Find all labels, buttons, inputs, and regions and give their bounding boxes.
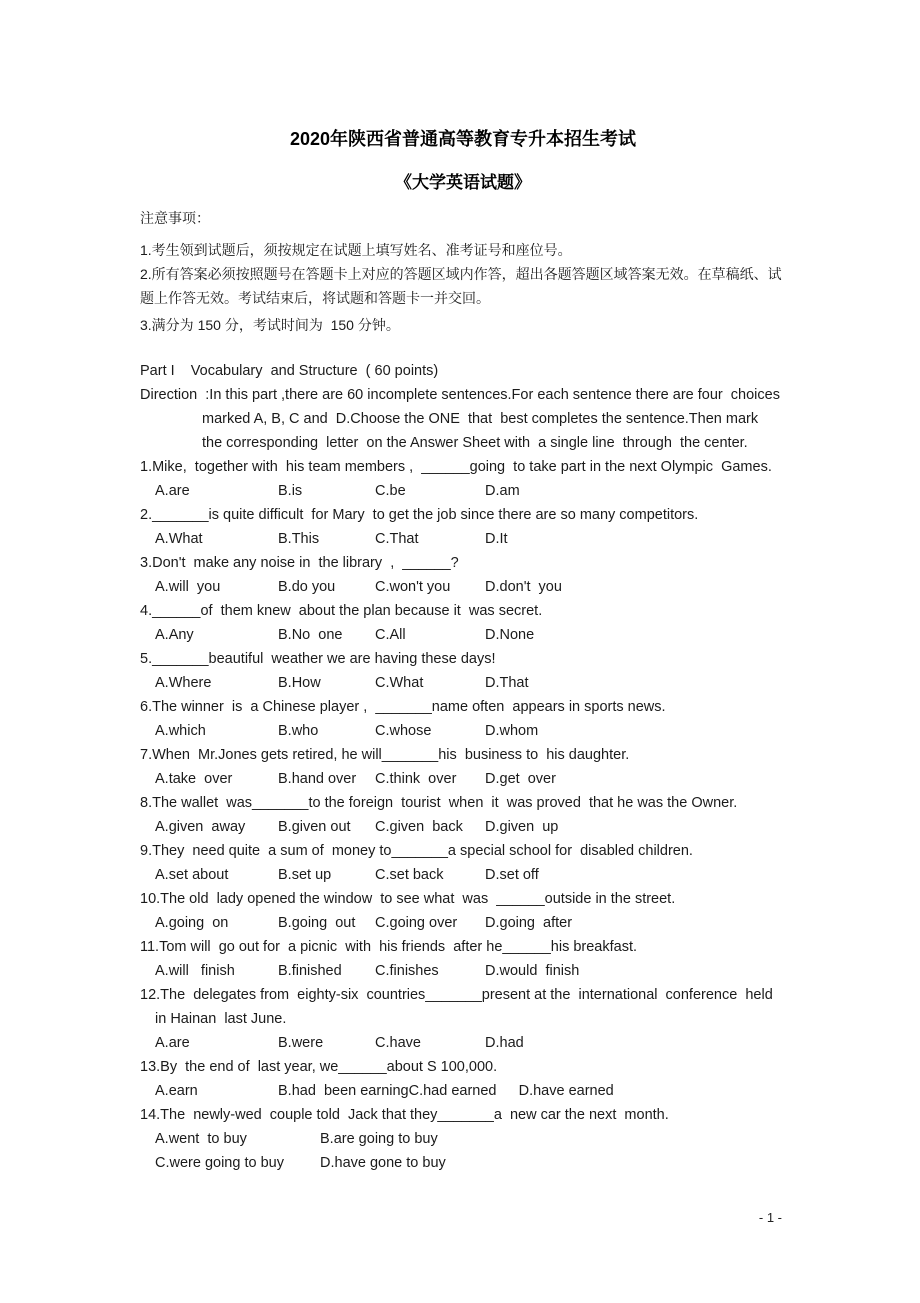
question-5 xyxy=(140,647,786,695)
question-7-option-b: B.hand over xyxy=(278,771,357,787)
question-5-text: 5._______beautiful weather we are having these days! xyxy=(140,651,496,667)
question-7-text: 7.When Mr.Jones gets retired, he will_______his business to his daughter. xyxy=(140,747,630,763)
question-7-option-c: C.think over xyxy=(375,771,457,787)
question-9 xyxy=(140,839,786,887)
question-6-options xyxy=(140,719,786,743)
question-1-option-b: B.is xyxy=(278,483,303,499)
question-4-option-c: C.All xyxy=(375,627,406,643)
question-2-option-d: D.It xyxy=(485,531,508,547)
question-8-options xyxy=(140,815,786,839)
question-7-options xyxy=(140,767,786,791)
question-6-option-c: C.whose xyxy=(375,723,432,739)
question-7-option-a: A.take over xyxy=(155,771,233,787)
notice-item-3: 3.满分为 150 分，考试时间为 150 分钟。 xyxy=(140,317,400,333)
question-13-option-d: D.have earned xyxy=(518,1083,614,1099)
question-9-option-c: C.set back xyxy=(375,867,444,883)
question-6 xyxy=(140,695,786,743)
page-number: - 1 - xyxy=(758,1210,782,1225)
question-8-text: 8.The wallet was_______to the foreign tourist when it was proved that he was the Owner. xyxy=(140,795,738,811)
question-6-option-b: B.who xyxy=(278,723,319,739)
question-4-option-d: D.None xyxy=(485,627,535,643)
question-5-options xyxy=(140,671,786,695)
question-5-option-a: A.Where xyxy=(155,675,212,691)
question-1-option-c: C.be xyxy=(375,483,406,499)
question-10 xyxy=(140,887,786,935)
question-2-option-b: B.This xyxy=(278,531,320,547)
question-14-options xyxy=(140,1127,786,1175)
question-9-option-a: A.set about xyxy=(155,867,229,883)
question-8-option-d: D.given up xyxy=(485,819,559,835)
question-2-text: 2._______is quite difficult for Mary to get the job since there are so many competitors. xyxy=(140,507,699,523)
question-4-text: 4.______of them knew about the plan because it was secret. xyxy=(140,603,543,619)
question-4-options xyxy=(140,623,786,647)
question-13 xyxy=(140,1055,786,1103)
question-12-options xyxy=(140,1031,786,1055)
question-5-option-c: C.What xyxy=(375,675,424,691)
question-list xyxy=(140,455,786,1175)
question-6-text: 6.The winner is a Chinese player , _______name often appears in sports news. xyxy=(140,699,666,715)
question-1-options xyxy=(140,479,786,503)
question-12-text: 12.The delegates from eighty-six countries_______present at the international conference held in Hainan last June. xyxy=(140,987,777,1027)
question-10-text: 10.The old lady opened the window to see what was ______outside in the street. xyxy=(140,891,676,907)
question-3-option-c: C.won't you xyxy=(375,579,451,595)
question-10-options xyxy=(140,911,786,935)
question-14-option-a: A.went to buy xyxy=(155,1131,247,1147)
question-10-option-b: B.going out xyxy=(278,915,356,931)
question-3-option-d: D.don't you xyxy=(485,579,562,595)
question-11-option-c: C.finishes xyxy=(375,963,439,979)
question-13-text: 13.By the end of last year, we______about S 100,000. xyxy=(140,1059,498,1075)
question-1 xyxy=(140,455,786,503)
question-4 xyxy=(140,599,786,647)
question-5-option-d: D.That xyxy=(485,675,529,691)
question-11 xyxy=(140,935,786,983)
question-14-option-c: C.were going to buy xyxy=(155,1155,284,1171)
question-11-option-a: A.will finish xyxy=(155,963,235,979)
question-3-option-a: A.will you xyxy=(155,579,221,595)
question-11-option-b: B.finished xyxy=(278,963,342,979)
question-2-option-a: A.What xyxy=(155,531,203,547)
notice-item-1: 1.考生领到试题后，须按规定在试题上填写姓名、准考证号和座位号。 xyxy=(140,242,572,258)
question-14-option-d: D.have gone to buy xyxy=(320,1155,446,1171)
part-heading: Part I Vocabulary and Structure ( 60 points) xyxy=(140,363,439,379)
question-9-option-d: D.set off xyxy=(485,867,539,883)
question-7 xyxy=(140,743,786,791)
question-11-options xyxy=(140,959,786,983)
exam-subtitle: 《大学英语试题》 xyxy=(395,173,531,192)
question-10-option-c: C.going over xyxy=(375,915,458,931)
question-4-option-a: A.Any xyxy=(155,627,194,643)
question-3-text: 3.Don't make any noise in the library , ______? xyxy=(140,555,459,571)
question-5-option-b: B.How xyxy=(278,675,321,691)
question-10-option-d: D.going after xyxy=(485,915,573,931)
exam-title: 2020年陕西省普通高等教育专升本招生考试 xyxy=(289,129,637,149)
question-6-option-d: D.whom xyxy=(485,723,539,739)
question-9-text: 9.They need quite a sum of money to_______a special school for disabled children. xyxy=(140,843,693,859)
question-8-option-a: A.given away xyxy=(155,819,246,835)
question-6-option-a: A.which xyxy=(155,723,206,739)
notice-item-2: 2.所有答案必须按照题号在答题卡上对应的答题区域内作答，超出各题答题区域答案无效。在草稿纸、试题上作答无效。考试结束后，将试题和答题卡一并交回。 xyxy=(140,266,782,306)
question-12 xyxy=(140,983,786,1055)
question-8-option-c: C.given back xyxy=(375,819,463,835)
question-1-option-d: D.am xyxy=(485,483,520,499)
question-10-option-a: A.going on xyxy=(155,915,229,931)
question-13-option-c: C.had earned xyxy=(408,1083,497,1099)
direction-paragraph: Direction :In this part ,there are 60 incomplete sentences.For each sentence there are four choices marked A, B, C and D.Choose the ONE that best completes the sentence.Then mark the corresponding letter on the Answer Sheet with a single line through the center. xyxy=(140,387,784,451)
question-12-option-b: B.were xyxy=(278,1035,324,1051)
question-12-option-a: A.are xyxy=(155,1035,190,1051)
question-2-option-c: C.That xyxy=(375,531,419,547)
question-1-text: 1.Mike, together with his team members , ______going to take part in the next Olympic Games. xyxy=(140,459,772,475)
notice-label: 注意事项： xyxy=(140,210,210,226)
notice-section xyxy=(140,206,786,337)
question-1-option-a: A.are xyxy=(155,483,190,499)
question-9-option-b: B.set up xyxy=(278,867,332,883)
question-13-options xyxy=(140,1079,786,1103)
question-14-text: 14.The newly-wed couple told Jack that they_______a new car the next month. xyxy=(140,1107,669,1123)
question-14 xyxy=(140,1103,786,1175)
question-7-option-d: D.get over xyxy=(485,771,556,787)
question-14-option-b: B.are going to buy xyxy=(320,1131,438,1147)
question-11-text: 11.Tom will go out for a picnic with his friends after he______his breakfast. xyxy=(140,939,638,955)
question-2-options xyxy=(140,527,786,551)
question-8-option-b: B.given out xyxy=(278,819,351,835)
question-3-option-b: B.do you xyxy=(278,579,336,595)
question-8 xyxy=(140,791,786,839)
question-13-option-b: B.had been earning xyxy=(278,1083,409,1099)
question-4-option-b: B.No one xyxy=(278,627,343,643)
question-9-options xyxy=(140,863,786,887)
question-11-option-d: D.would finish xyxy=(485,963,580,979)
question-3 xyxy=(140,551,786,599)
question-12-option-d: D.had xyxy=(485,1035,524,1051)
question-3-options xyxy=(140,575,786,599)
question-2 xyxy=(140,503,786,551)
question-12-option-c: C.have xyxy=(375,1035,421,1051)
question-13-option-a: A.earn xyxy=(155,1083,198,1099)
